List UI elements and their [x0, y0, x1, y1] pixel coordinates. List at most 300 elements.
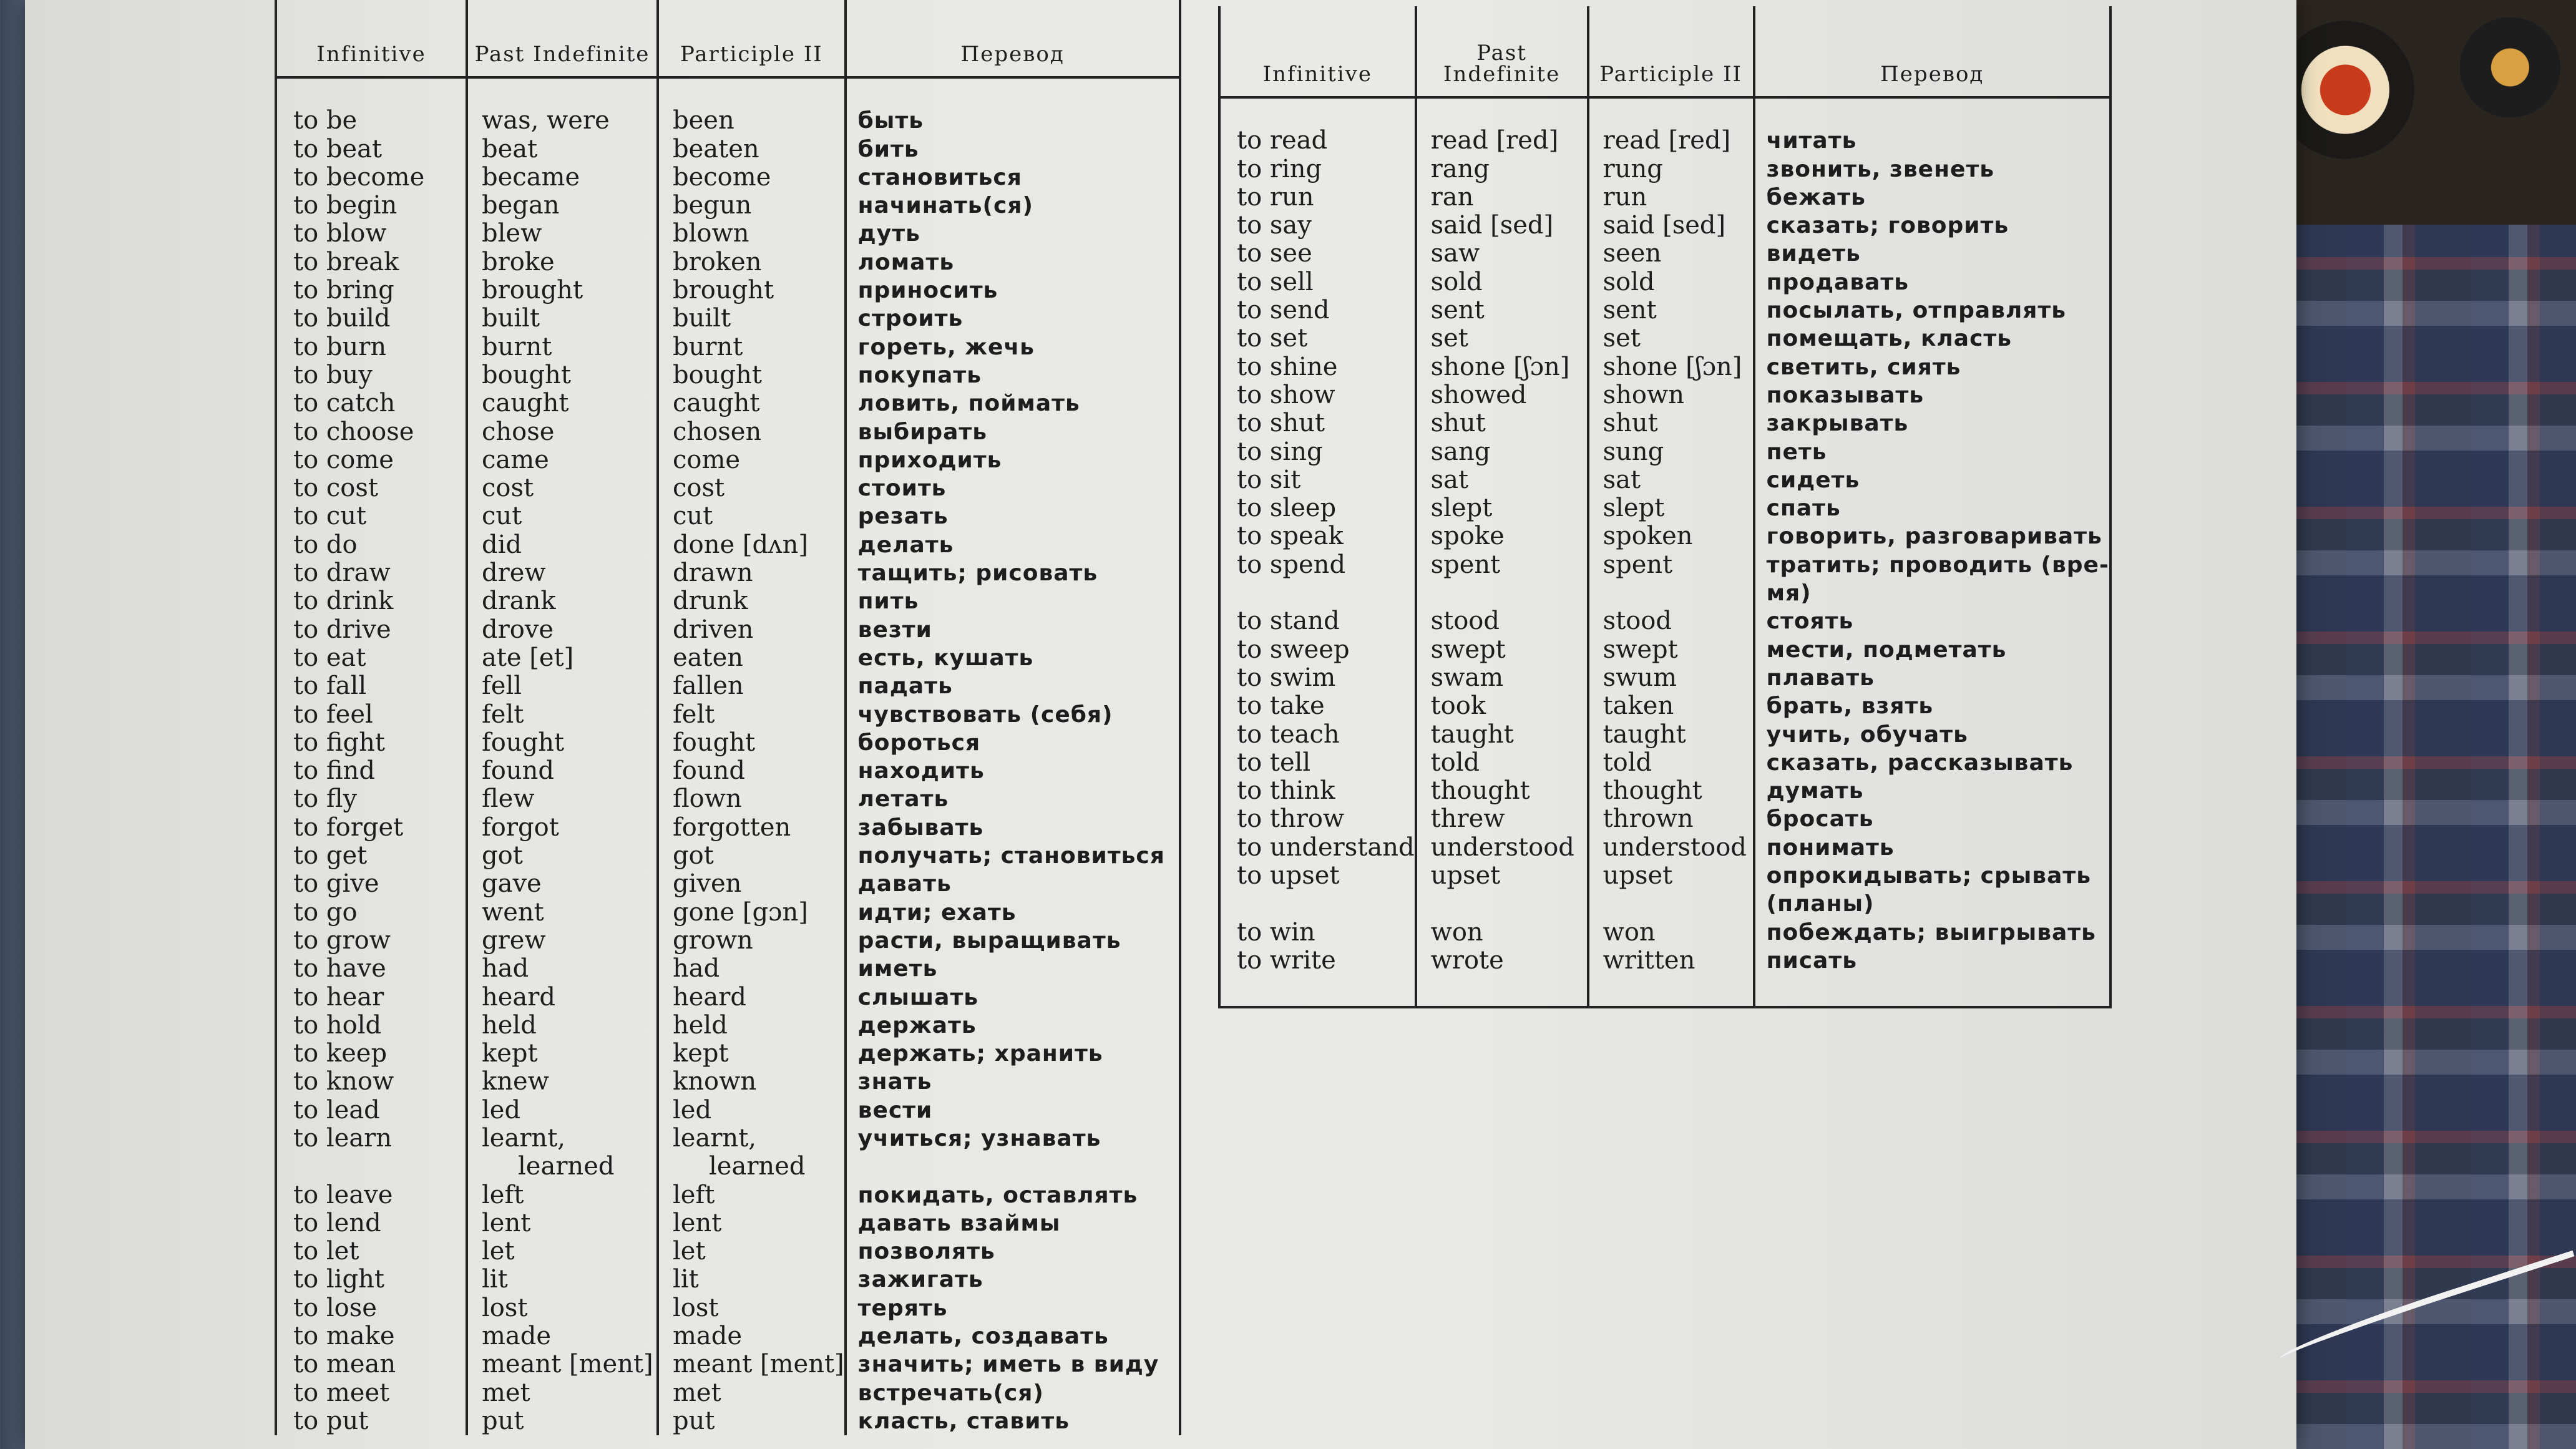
- past-indefinite-cell: had: [467, 955, 658, 983]
- table-row: [1219, 466, 2110, 494]
- translation-cell: петь: [1754, 438, 2110, 466]
- translation-cell: продавать: [1754, 268, 2110, 296]
- infinitive-cell: to take: [1219, 692, 1416, 720]
- translation-cell: стоить: [846, 474, 1180, 502]
- participle-cell: caught: [658, 389, 846, 417]
- participle-cell: kept: [658, 1040, 846, 1068]
- infinitive-cell: to understand: [1219, 834, 1416, 862]
- participle-cell: upset: [1588, 862, 1754, 890]
- translation-cell: делать, создавать: [846, 1322, 1180, 1350]
- past-indefinite-cell: [1416, 890, 1588, 918]
- participle-cell: thrown: [1588, 805, 1754, 833]
- past-indefinite-cell: thought: [1416, 777, 1588, 805]
- participle-cell: read [red]: [1588, 127, 1754, 155]
- participle-cell: sold: [1588, 268, 1754, 296]
- translation-cell: ломать: [846, 248, 1180, 276]
- table-row: [276, 276, 1180, 305]
- past-indefinite-cell: led: [467, 1096, 658, 1125]
- infinitive-cell: to light: [276, 1266, 467, 1294]
- infinitive-cell: to lead: [276, 1096, 467, 1125]
- table-row: [276, 502, 1180, 530]
- infinitive-cell: to learn: [276, 1125, 467, 1153]
- participle-cell: bought: [658, 361, 846, 389]
- infinitive-cell: to sit: [1219, 466, 1416, 494]
- past-indefinite-cell: swept: [1416, 636, 1588, 664]
- infinitive-cell: to see: [1219, 240, 1416, 268]
- infinitive-cell: to ring: [1219, 155, 1416, 183]
- table-row: [276, 531, 1180, 559]
- table-row: [276, 870, 1180, 898]
- participle-cell: fallen: [658, 672, 846, 700]
- table-row: [276, 757, 1180, 785]
- infinitive-cell: [1219, 579, 1416, 607]
- infinitive-cell: to shine: [1219, 353, 1416, 381]
- infinitive-cell: to run: [1219, 183, 1416, 212]
- table-row: [1219, 947, 2110, 1007]
- infinitive-cell: to sell: [1219, 268, 1416, 296]
- participle-cell: spoken: [1588, 522, 1754, 550]
- table-row: [276, 361, 1180, 389]
- table-row: [1219, 692, 2110, 720]
- infinitive-cell: to think: [1219, 777, 1416, 805]
- participle-cell: put: [658, 1407, 846, 1435]
- past-indefinite-cell: read [red]: [1416, 127, 1588, 155]
- translation-cell: значить; иметь в виду: [846, 1350, 1180, 1378]
- infinitive-cell: to do: [276, 531, 467, 559]
- translation-cell: приносить: [846, 276, 1180, 305]
- past-indefinite-cell: did: [467, 531, 658, 559]
- past-indefinite-cell: beat: [467, 135, 658, 163]
- translation-cell: встречать(ся): [846, 1379, 1180, 1407]
- past-indefinite-cell: found: [467, 757, 658, 785]
- table-row: [1219, 749, 2110, 777]
- table-row: [1219, 268, 2110, 296]
- infinitive-cell: to build: [276, 305, 467, 333]
- infinitive-cell: to be: [276, 107, 467, 135]
- translation-cell: писать: [1754, 947, 2110, 1007]
- translation-cell: летать: [846, 785, 1180, 813]
- table-row: [276, 107, 1180, 135]
- infinitive-cell: [1219, 890, 1416, 918]
- table-row: [276, 1068, 1180, 1096]
- participle-cell: driven: [658, 616, 846, 644]
- past-indefinite-cell: felt: [467, 701, 658, 729]
- past-indefinite-cell: swam: [1416, 664, 1588, 692]
- translation-cell: чувствовать (себя): [846, 701, 1180, 729]
- table-row: [276, 701, 1180, 729]
- participle-cell: cut: [658, 502, 846, 530]
- translation-cell: говорить, разговаривать: [1754, 522, 2110, 550]
- past-indefinite-cell: held: [467, 1012, 658, 1040]
- participle-cell: set: [1588, 324, 1754, 353]
- translation-cell: вести: [846, 1096, 1180, 1125]
- infinitive-cell: to fly: [276, 785, 467, 813]
- translation-cell: терять: [846, 1294, 1180, 1322]
- past-indefinite-cell: ate [et]: [467, 644, 658, 672]
- translation-cell: зажигать: [846, 1266, 1180, 1294]
- table-row: [276, 842, 1180, 870]
- translation-cell: держать; хранить: [846, 1040, 1180, 1068]
- participle-cell: been: [658, 107, 846, 135]
- participle-cell: taken: [1588, 692, 1754, 720]
- table-row: [1219, 183, 2110, 212]
- table-row: [1219, 607, 2110, 635]
- past-indefinite-cell: saw: [1416, 240, 1588, 268]
- participle-cell: seen: [1588, 240, 1754, 268]
- past-indefinite-cell: drank: [467, 587, 658, 615]
- infinitive-cell: to break: [276, 248, 467, 276]
- col-past-header: Past Indefinite: [467, 0, 658, 77]
- right-table-body: [1219, 97, 2110, 1007]
- participle-cell: swum: [1588, 664, 1754, 692]
- past-indefinite-cell: gave: [467, 870, 658, 898]
- participle-cell: learned: [658, 1153, 846, 1181]
- table-row: [276, 305, 1180, 333]
- translation-cell: понимать: [1754, 834, 2110, 862]
- participle-cell: shown: [1588, 381, 1754, 409]
- past-indefinite-cell: was, were: [467, 107, 658, 135]
- translation-cell: брать, взять: [1754, 692, 2110, 720]
- infinitive-cell: to swim: [1219, 664, 1416, 692]
- table-row: [276, 644, 1180, 672]
- table-row: [276, 587, 1180, 615]
- past-indefinite-cell: shut: [1416, 409, 1588, 437]
- participle-cell: stood: [1588, 607, 1754, 635]
- infinitive-cell: to sweep: [1219, 636, 1416, 664]
- table-row: [276, 955, 1180, 983]
- participle-cell: led: [658, 1096, 846, 1125]
- translation-cell: помещать, класть: [1754, 324, 2110, 353]
- translation-cell: иметь: [846, 955, 1180, 983]
- table-header-row: [276, 0, 1180, 77]
- translation-cell: (планы): [1754, 890, 2110, 918]
- infinitive-cell: to burn: [276, 333, 467, 361]
- participle-cell: written: [1588, 947, 1754, 1007]
- past-indefinite-cell: ran: [1416, 183, 1588, 212]
- table-row: [1219, 721, 2110, 749]
- participle-cell: sat: [1588, 466, 1754, 494]
- infinitive-cell: to show: [1219, 381, 1416, 409]
- infinitive-cell: to stand: [1219, 607, 1416, 635]
- translation-cell: давать взаймы: [846, 1209, 1180, 1237]
- table-row: [276, 1153, 1180, 1181]
- infinitive-cell: to send: [1219, 296, 1416, 324]
- translation-cell: везти: [846, 616, 1180, 644]
- participle-cell: blown: [658, 220, 846, 248]
- translation-cell: закрывать: [1754, 409, 2110, 437]
- translation-cell: тащить; рисовать: [846, 559, 1180, 587]
- table-row: [276, 983, 1180, 1012]
- infinitive-cell: to tell: [1219, 749, 1416, 777]
- translation-cell: думать: [1754, 777, 2110, 805]
- col-infinitive-header: Infinitive: [276, 0, 467, 77]
- table-row: [276, 192, 1180, 220]
- infinitive-cell: to begin: [276, 192, 467, 220]
- translation-cell: стоять: [1754, 607, 2110, 635]
- past-indefinite-cell: lit: [467, 1266, 658, 1294]
- participle-cell: held: [658, 1012, 846, 1040]
- translation-cell: звонить, звенеть: [1754, 155, 2110, 183]
- infinitive-cell: to win: [1219, 919, 1416, 947]
- past-indefinite-cell: sent: [1416, 296, 1588, 324]
- infinitive-cell: to drive: [276, 616, 467, 644]
- participle-cell: fought: [658, 729, 846, 757]
- table-row: [1219, 438, 2110, 466]
- translation-cell: спать: [1754, 494, 2110, 522]
- infinitive-cell: to throw: [1219, 805, 1416, 833]
- past-indefinite-cell: won: [1416, 919, 1588, 947]
- infinitive-cell: to choose: [276, 418, 467, 446]
- infinitive-cell: to blow: [276, 220, 467, 248]
- participle-cell: drunk: [658, 587, 846, 615]
- infinitive-cell: to cost: [276, 474, 467, 502]
- infinitive-cell: to draw: [276, 559, 467, 587]
- infinitive-cell: to sing: [1219, 438, 1416, 466]
- participle-cell: run: [1588, 183, 1754, 212]
- past-indefinite-cell: grew: [467, 927, 658, 955]
- translation-cell: есть, кушать: [846, 644, 1180, 672]
- past-indefinite-cell: threw: [1416, 805, 1588, 833]
- translation-cell: видеть: [1754, 240, 2110, 268]
- table-row: [1219, 834, 2110, 862]
- col-translation-header: Перевод: [1754, 6, 2110, 97]
- table-row: [276, 1012, 1180, 1040]
- past-indefinite-cell: flew: [467, 785, 658, 813]
- participle-cell: chosen: [658, 418, 846, 446]
- infinitive-cell: to teach: [1219, 721, 1416, 749]
- table-row: [276, 672, 1180, 700]
- table-row: [276, 814, 1180, 842]
- past-indefinite-cell: brought: [467, 276, 658, 305]
- infinitive-cell: to forget: [276, 814, 467, 842]
- translation-cell: сказать, рассказывать: [1754, 749, 2110, 777]
- past-indefinite-cell: let: [467, 1237, 658, 1266]
- translation-cell: бороться: [846, 729, 1180, 757]
- table-row: [276, 1266, 1180, 1294]
- table-row: [276, 1322, 1180, 1350]
- past-indefinite-cell: learned: [467, 1153, 658, 1181]
- participle-cell: forgotten: [658, 814, 846, 842]
- table-row: [1219, 664, 2110, 692]
- translation-cell: плавать: [1754, 664, 2110, 692]
- past-indefinite-cell: built: [467, 305, 658, 333]
- participle-cell: eaten: [658, 644, 846, 672]
- infinitive-cell: to buy: [276, 361, 467, 389]
- past-indefinite-cell: said [sed]: [1416, 212, 1588, 240]
- translation-cell: дуть: [846, 220, 1180, 248]
- infinitive-cell: to find: [276, 757, 467, 785]
- translation-cell: резать: [846, 502, 1180, 530]
- table-row: [276, 1407, 1180, 1435]
- participle-cell: understood: [1588, 834, 1754, 862]
- table-row: [276, 1294, 1180, 1322]
- infinitive-cell: to put: [276, 1407, 467, 1435]
- translation-cell: опрокидывать; срывать: [1754, 862, 2110, 890]
- translation-cell: строить: [846, 305, 1180, 333]
- translation-cell: идти; ехать: [846, 899, 1180, 927]
- table-row: [1219, 805, 2110, 833]
- past-indefinite-cell: rang: [1416, 155, 1588, 183]
- participle-cell: spent: [1588, 551, 1754, 579]
- table-row: [276, 1350, 1180, 1378]
- past-indefinite-cell: lent: [467, 1209, 658, 1237]
- participle-cell: had: [658, 955, 846, 983]
- participle-cell: burnt: [658, 333, 846, 361]
- translation-cell: начинать(ся): [846, 192, 1180, 220]
- past-indefinite-cell: broke: [467, 248, 658, 276]
- table-row: [276, 333, 1180, 361]
- infinitive-cell: to feel: [276, 701, 467, 729]
- table-row: [1219, 636, 2110, 664]
- participle-cell: brought: [658, 276, 846, 305]
- participle-cell: got: [658, 842, 846, 870]
- past-indefinite-cell: learnt,: [467, 1125, 658, 1153]
- past-indefinite-cell: drove: [467, 616, 658, 644]
- past-indefinite-cell: sold: [1416, 268, 1588, 296]
- participle-cell: broken: [658, 248, 846, 276]
- past-indefinite-cell: made: [467, 1322, 658, 1350]
- translation-cell: бросать: [1754, 805, 2110, 833]
- table-row: [276, 927, 1180, 955]
- past-indefinite-cell: sat: [1416, 466, 1588, 494]
- participle-cell: [1588, 579, 1754, 607]
- translation-cell: приходить: [846, 446, 1180, 474]
- table-row: [276, 1040, 1180, 1068]
- infinitive-cell: to mean: [276, 1350, 467, 1378]
- translation-cell: получать; становиться: [846, 842, 1180, 870]
- left-table-body: [276, 77, 1180, 1435]
- participle-cell: left: [658, 1181, 846, 1209]
- infinitive-cell: to beat: [276, 135, 467, 163]
- table-row: [276, 729, 1180, 757]
- participle-cell: said [sed]: [1588, 212, 1754, 240]
- infinitive-cell: to hear: [276, 983, 467, 1012]
- participle-cell: taught: [1588, 721, 1754, 749]
- past-indefinite-cell: took: [1416, 692, 1588, 720]
- past-indefinite-cell: knew: [467, 1068, 658, 1096]
- table-row: [1219, 353, 2110, 381]
- participle-cell: rung: [1588, 155, 1754, 183]
- past-indefinite-cell: put: [467, 1407, 658, 1435]
- infinitive-cell: to upset: [1219, 862, 1416, 890]
- table-row: [1219, 862, 2110, 890]
- table-row: [1219, 777, 2110, 805]
- translation-cell: гореть, жечь: [846, 333, 1180, 361]
- infinitive-cell: to keep: [276, 1040, 467, 1068]
- table-row: [276, 1209, 1180, 1237]
- table-row: [1219, 240, 2110, 268]
- table-row: [1219, 522, 2110, 550]
- col-translation-header: Перевод: [846, 0, 1180, 77]
- participle-cell: come: [658, 446, 846, 474]
- participle-cell: won: [1588, 919, 1754, 947]
- table-row: [276, 248, 1180, 276]
- infinitive-cell: to bring: [276, 276, 467, 305]
- translation-cell: делать: [846, 531, 1180, 559]
- past-indefinite-cell: chose: [467, 418, 658, 446]
- col-participle-header: Participle II: [658, 0, 846, 77]
- table-row: [1219, 919, 2110, 947]
- translation-cell: учиться; узнавать: [846, 1125, 1180, 1153]
- table-row: [276, 785, 1180, 813]
- past-indefinite-cell: left: [467, 1181, 658, 1209]
- table-row: [276, 1181, 1180, 1209]
- infinitive-cell: to catch: [276, 389, 467, 417]
- participle-cell: found: [658, 757, 846, 785]
- participle-cell: lit: [658, 1266, 846, 1294]
- past-indefinite-cell: meant [ment]: [467, 1350, 658, 1378]
- table-row: [276, 163, 1180, 192]
- past-indefinite-cell: forgot: [467, 814, 658, 842]
- participle-cell: told: [1588, 749, 1754, 777]
- participle-cell: drawn: [658, 559, 846, 587]
- past-indefinite-cell: cost: [467, 474, 658, 502]
- table-row: [276, 135, 1180, 163]
- translation-cell: учить, обучать: [1754, 721, 2110, 749]
- past-indefinite-cell: told: [1416, 749, 1588, 777]
- past-indefinite-cell: spoke: [1416, 522, 1588, 550]
- infinitive-cell: to read: [1219, 127, 1416, 155]
- participle-cell: lost: [658, 1294, 846, 1322]
- past-indefinite-cell: kept: [467, 1040, 658, 1068]
- translation-cell: быть: [846, 107, 1180, 135]
- translation-cell: побеждать; выигрывать: [1754, 919, 2110, 947]
- infinitive-cell: to cut: [276, 502, 467, 530]
- past-indefinite-cell: spent: [1416, 551, 1588, 579]
- past-indefinite-cell: came: [467, 446, 658, 474]
- table-row: [276, 418, 1180, 446]
- translation-cell: посылать, отправлять: [1754, 296, 2110, 324]
- table-row: [276, 1125, 1180, 1153]
- translation-cell: бежать: [1754, 183, 2110, 212]
- past-indefinite-cell: understood: [1416, 834, 1588, 862]
- past-indefinite-cell: showed: [1416, 381, 1588, 409]
- translation-cell: расти, выращивать: [846, 927, 1180, 955]
- past-indefinite-cell: sang: [1416, 438, 1588, 466]
- translation-cell: позволять: [846, 1237, 1180, 1266]
- past-indefinite-cell: stood: [1416, 607, 1588, 635]
- infinitive-cell: to say: [1219, 212, 1416, 240]
- col-past-header: Past Indefinite: [1416, 6, 1588, 97]
- participle-cell: beaten: [658, 135, 846, 163]
- past-indefinite-cell: wrote: [1416, 947, 1588, 1007]
- table-row: [276, 1379, 1180, 1407]
- infinitive-cell: to meet: [276, 1379, 467, 1407]
- table-row: [1219, 324, 2110, 353]
- infinitive-cell: to make: [276, 1322, 467, 1350]
- participle-cell: slept: [1588, 494, 1754, 522]
- col-infinitive-header: Infinitive: [1219, 6, 1416, 97]
- table-row: [1219, 212, 2110, 240]
- translation-cell: тратить; проводить (вре-: [1754, 551, 2110, 579]
- table-row: [276, 616, 1180, 644]
- infinitive-cell: to spend: [1219, 551, 1416, 579]
- participle-cell: met: [658, 1379, 846, 1407]
- table-row: [276, 1237, 1180, 1266]
- table-header-row: [1219, 6, 2110, 97]
- past-indefinite-cell: went: [467, 899, 658, 927]
- participle-cell: grown: [658, 927, 846, 955]
- translation-cell: выбирать: [846, 418, 1180, 446]
- translation-cell: показывать: [1754, 381, 2110, 409]
- infinitive-cell: to have: [276, 955, 467, 983]
- translation-cell: становиться: [846, 163, 1180, 192]
- translation-cell: покидать, оставлять: [846, 1181, 1180, 1209]
- past-indefinite-cell: caught: [467, 389, 658, 417]
- irregular-verbs-table-right: [1218, 6, 2112, 1008]
- past-indefinite-cell: upset: [1416, 862, 1588, 890]
- participle-cell: thought: [1588, 777, 1754, 805]
